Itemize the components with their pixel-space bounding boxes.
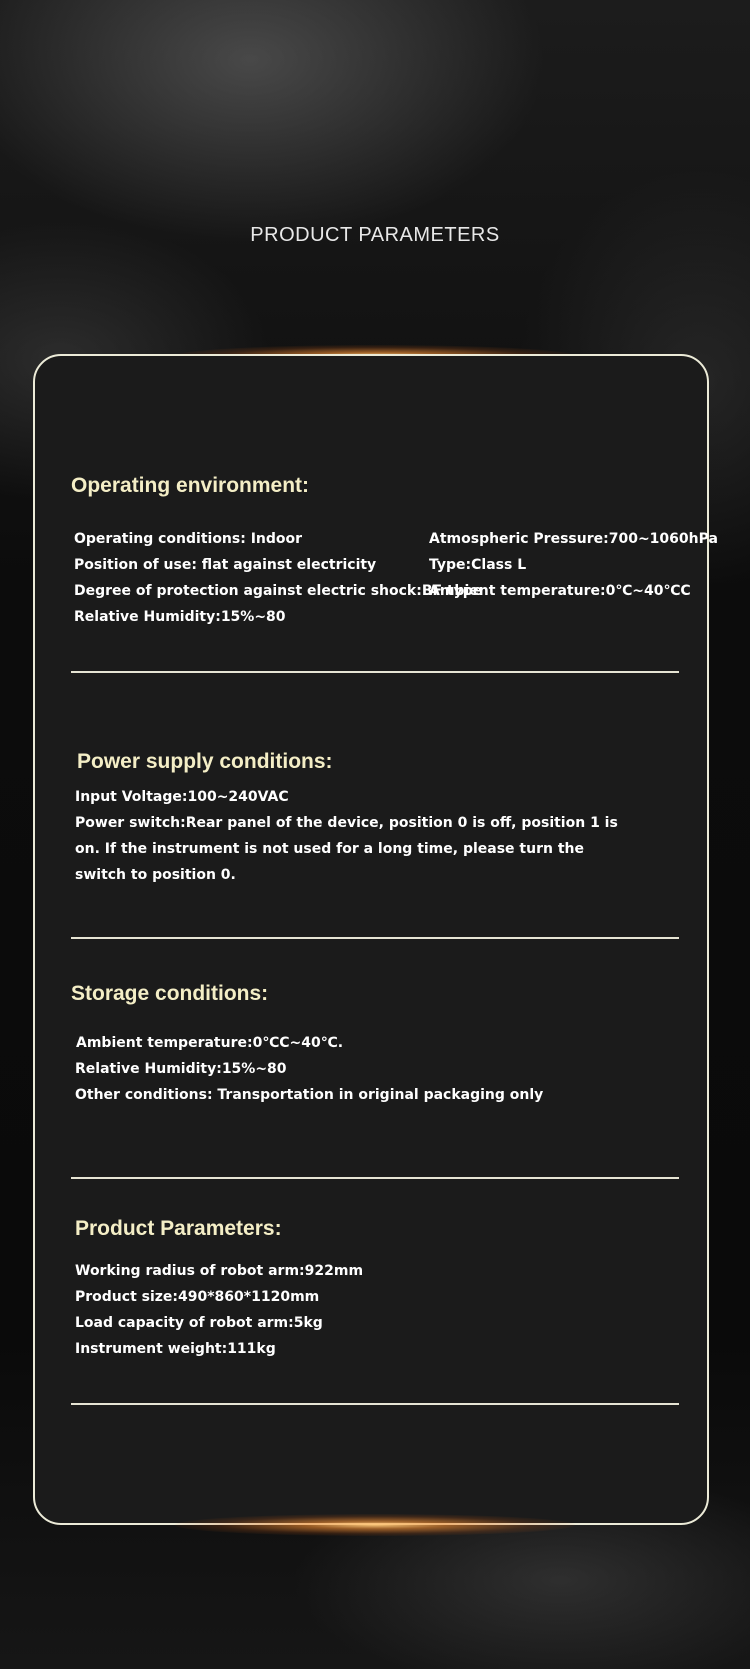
load-capacity-text: Load capacity of robot arm:5kg — [75, 1315, 323, 1331]
protection-degree-text: Degree of protection against electric shock:BF type — [74, 583, 483, 599]
section-divider — [71, 1177, 679, 1179]
storage-ambient-temperature-text: Ambient temperature:0℃C~40℃. — [76, 1035, 344, 1051]
instrument-weight-text: Instrument weight:111kg — [75, 1341, 276, 1357]
atmospheric-pressure-text: Atmospheric Pressure:700~1060hPa — [429, 531, 718, 547]
operating-conditions-text: Operating conditions: Indoor — [74, 531, 303, 547]
input-voltage-text: Input Voltage:100~240VAC — [75, 789, 289, 805]
ambient-temperature-text: Ambient temperature:0℃~40℃C — [429, 583, 691, 599]
position-of-use-text: Position of use: flat against electricity — [74, 557, 377, 573]
product-parameters-heading: Product Parameters: — [75, 1217, 282, 1240]
power-switch-text: Power switch:Rear panel of the device, position 0 is off, position 1 is on. If the instrument is not used for a long time, please turn the switch to position 0. — [75, 815, 618, 883]
section-divider — [71, 1403, 679, 1405]
product-size-text: Product size:490*860*1120mm — [75, 1289, 320, 1305]
section-divider — [71, 937, 679, 939]
storage-relative-humidity-text: Relative Humidity:15%~80 — [75, 1061, 287, 1077]
power-supply-heading: Power supply conditions: — [77, 750, 333, 773]
working-radius-text: Working radius of robot arm:922mm — [75, 1263, 364, 1279]
section-divider — [71, 671, 679, 673]
relative-humidity-text: Relative Humidity:15%~80 — [74, 609, 286, 625]
other-conditions-text: Other conditions: Transportation in original packaging only — [75, 1087, 544, 1103]
type-class-text: Type:Class L — [429, 557, 527, 573]
operating-environment-heading: Operating environment: — [71, 474, 310, 497]
page-title: PRODUCT PARAMETERS — [250, 224, 500, 246]
storage-conditions-heading: Storage conditions: — [71, 982, 269, 1005]
